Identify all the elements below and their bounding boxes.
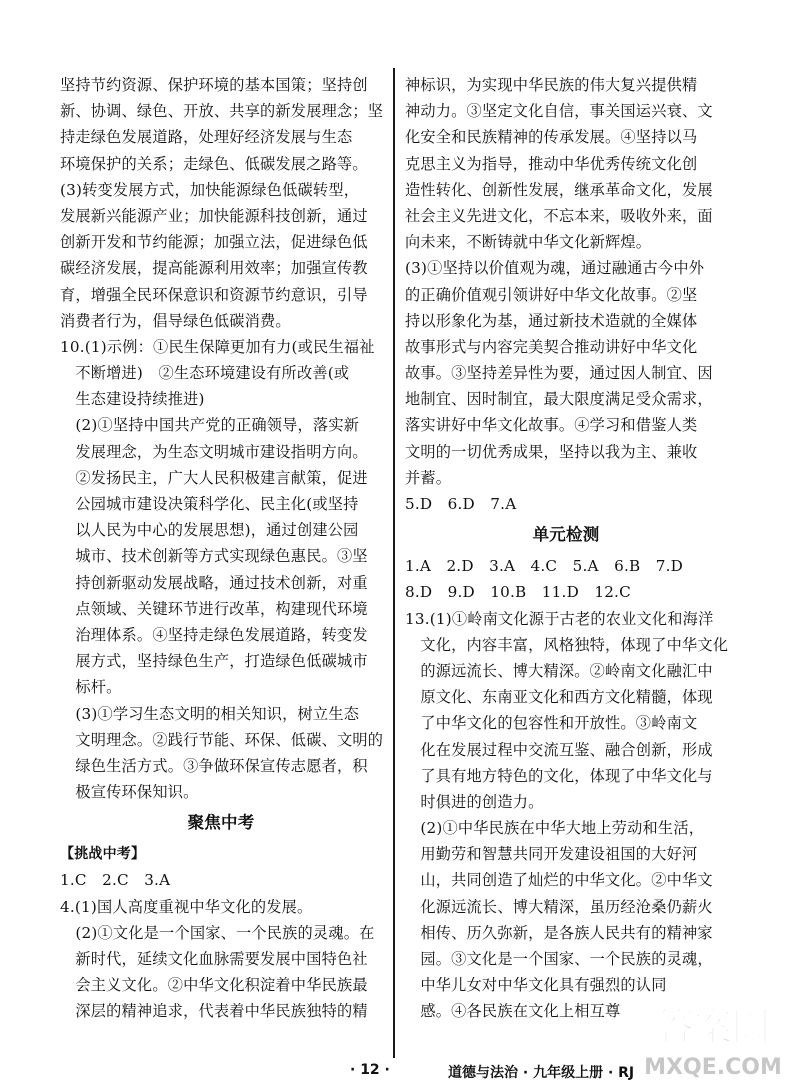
book-title: 道德与法治 · 九年级上册 · RJ xyxy=(448,1065,635,1081)
watermark-line1: 答案圈 xyxy=(655,1005,771,1049)
answer-line: 向未来，不断铸就中华文化新辉煌。 xyxy=(405,233,652,252)
answer-line: 点领域、关键环节进行改革，构建现代环境 xyxy=(60,599,368,618)
right-answer-lines xyxy=(405,72,727,517)
answer-line: 公园城市建设决策科学化、民主化(或坚持 xyxy=(60,495,359,513)
answer-line: 绿色生活方式。③争做环保宣传志愿者，积 xyxy=(60,756,368,775)
answer-line: 坚持节约资源、保护环境的基本国策；坚持创 xyxy=(60,76,368,94)
answer-line: 新、协调、绿色、开放、共享的新发展理念；坚 xyxy=(60,102,384,121)
answer-line: 感。④各民族在文化上相互尊 xyxy=(405,1002,621,1021)
watermark-line2: MXQE.COM xyxy=(644,1055,782,1080)
answer-line: 化源远流长、博大精深，虽历经沧桑仍薪火 xyxy=(405,897,713,916)
right-column xyxy=(405,72,727,1025)
answer-line: 化安全和民族精神的传承发展。④坚持以马 xyxy=(405,128,698,147)
answer-line: (2)①坚持中国共产党的正确领导，落实新 xyxy=(60,416,360,435)
answer-line: 文明理念。②践行节能、环保、低碳、文明的 xyxy=(60,730,384,749)
answer-line: 展方式，坚持绿色生产，打造绿色低碳城市 xyxy=(60,652,368,671)
answer-line: (2)①中华民族在中华大地上劳动和生活， xyxy=(405,819,705,838)
answer-line: (3)①学习生态文明的相关知识，树立生态 xyxy=(60,704,360,723)
answer-line: 不断增进) ②生态环境建设有所改善(或 xyxy=(60,364,350,383)
answer-line: (3)转变发展方式，加快能源绿色低碳转型， xyxy=(60,180,360,199)
answer-line: 发展新兴能源产业；加快能源科技创新，通过 xyxy=(60,206,368,225)
answer-line: 中华儿女对中华文化具有强烈的认同 xyxy=(405,976,667,995)
column-divider xyxy=(393,68,395,1058)
answer-line: 造性转化、创新性发展，继承革命文化，发展 xyxy=(405,180,713,199)
answer-line: 会主义文化。②中华文化积淀着中华民族最 xyxy=(60,976,368,995)
answer-line: 消费者行为，倡导绿色低碳消费。 xyxy=(60,311,291,330)
left-answer-lines-after xyxy=(60,867,382,1024)
answer-line: 1.C 2.C 3.A xyxy=(60,871,171,890)
answer-line: 用勤劳和智慧共同开发建设祖国的大好河 xyxy=(405,845,698,864)
answer-line: 地制宜、因时制宜，最大限度满足受众需求， xyxy=(405,390,713,409)
left-column xyxy=(60,72,382,1025)
answer-line: 的源远流长、博大精深。②岭南文化融汇中 xyxy=(405,661,713,680)
answer-line: 标杆。 xyxy=(60,678,122,697)
answer-line: 了具有地方特色的文化，体现了中华文化与 xyxy=(405,766,713,785)
answer-line: 神标识，为实现中华民族的伟大复兴提供精 xyxy=(405,76,698,94)
answer-line: 发展理念，为生态文明城市建设指明方向。 xyxy=(60,442,368,461)
answer-line: 以人民为中心的发展思想)，通过创建公园 xyxy=(60,521,359,540)
answer-line: 化在发展过程中交流互鉴、融合创新，形成 xyxy=(405,740,713,759)
answer-line: 了中华文化的包容性和开放性。③岭南文 xyxy=(405,714,698,733)
answer-line: 山，共同创造了灿烂的中华文化。②中华文 xyxy=(405,871,713,890)
answer-line: (2)①文化是一个国家、一个民族的灵魂。在 xyxy=(60,923,375,942)
answer-line: 相传、历久弥新，是各族人民共有的精神家 xyxy=(405,923,713,942)
answer-line: 生态建设持续推进) xyxy=(60,390,205,409)
answer-line: 持走绿色发展道路，处理好经济发展与生态 xyxy=(60,128,353,147)
answer-line: 5.D 6.D 7.A xyxy=(405,495,517,513)
left-answer-lines xyxy=(60,72,382,805)
answer-line: (3)①坚持以价值观为魂，通过融通古今中外 xyxy=(405,259,705,278)
answer-line: 园。③文化是一个国家、一个民族的灵魂， xyxy=(405,950,713,968)
answer-line: 时俱进的创造力。 xyxy=(405,792,544,811)
answer-line: 新时代，延续文化血脉需要发展中国特色社 xyxy=(60,950,368,968)
answer-line: 克思主义为指导，推动中华优秀传统文化创 xyxy=(405,154,698,173)
answer-line: 深层的精神追求，代表着中华民族独特的精 xyxy=(60,1002,368,1021)
challenge-exam-tag: 【挑战中考】 xyxy=(60,846,146,863)
answer-line: 育，增强全民环保意识和资源节约意识，引导 xyxy=(60,285,368,304)
page-number: · 12 · xyxy=(350,1062,390,1078)
answer-line: 故事。③坚持差异性为要，通过因人制宜、因 xyxy=(405,364,713,383)
answer-line: 文化，内容丰富，风格独特，体现了中华文化 xyxy=(405,635,729,654)
answer-line: 13.(1)①岭南文化源于古老的农业文化和海洋 xyxy=(405,609,714,628)
watermark-logo xyxy=(638,996,788,1082)
answer-line: 城市、技术创新等方式实现绿色惠民。③坚 xyxy=(60,547,368,566)
answer-line: 并蓄。 xyxy=(405,468,452,487)
answer-line: 8.D 9.D 10.B 11.D 12.C xyxy=(405,583,631,602)
answer-line: 碳经济发展，提高能源利用效率；加强宣传教 xyxy=(60,259,368,278)
answer-line: 故事形式与内容完美契合推动讲好中华文化 xyxy=(405,337,698,356)
answer-line: 10.(1)示例：①民生保障更加有力(或民生福祉 xyxy=(60,337,375,356)
section-heading-unit-test: 单元检测 xyxy=(532,525,600,545)
answer-line: 环境保护的关系；走绿色、低碳发展之路等。 xyxy=(60,154,368,173)
answer-line: 4.(1)国人高度重视中华文化的发展。 xyxy=(60,897,313,916)
answer-line: 的正确价值观引领讲好中华文化故事。②坚 xyxy=(405,285,698,304)
answer-line: 持创新驱动发展战略，通过技术创新，对重 xyxy=(60,573,368,592)
answer-line: 1.A 2.D 3.A 4.C 5.A 6.B 7.D xyxy=(405,557,683,576)
right-answer-lines-after xyxy=(405,553,727,1024)
answer-line: 原文化、东南亚文化和西方文化精髓，体现 xyxy=(405,688,713,707)
answer-line: 创新开发和节约能源；加强立法，促进绿色低 xyxy=(60,233,368,252)
answer-line: 极宣传环保知识。 xyxy=(60,783,199,802)
answer-line: ②发扬民主，广大人民积极建言献策，促进 xyxy=(60,468,368,487)
section-heading-focus-exam: 聚焦中考 xyxy=(187,813,255,833)
answer-line: 神动力。③坚定文化自信，事关国运兴衰、文 xyxy=(405,102,713,121)
answer-line: 文明的一切优秀成果，坚持以我为主、兼收 xyxy=(405,442,698,461)
answer-line: 落实讲好中华文化故事。④学习和借鉴人类 xyxy=(405,416,698,435)
answer-line: 持以形象化为基，通过新技术造就的全媒体 xyxy=(405,311,698,330)
answer-line: 治理体系。④坚持走绿色发展道路，转变发 xyxy=(60,625,368,644)
answer-line: 社会主义先进文化，不忘本来，吸收外来，面 xyxy=(405,206,713,225)
